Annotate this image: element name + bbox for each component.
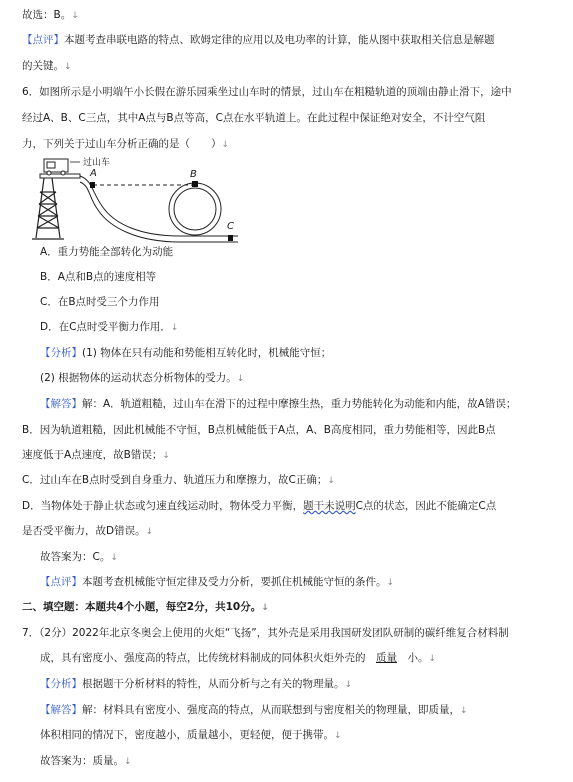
option-c: C．在B点时受三个力作用 bbox=[40, 296, 160, 308]
solution-line: C．过山车在B点时受到自身重力、轨道压力和摩擦力，故C正确；↓ bbox=[22, 474, 335, 486]
answer-line: 故答案为：质量。↓ bbox=[40, 755, 132, 767]
solution-line: 体积相同的情况下，密度越小，质量越小，更轻便，便于携带。↓ bbox=[40, 729, 342, 741]
analysis-line: 【分析】(1) 物体在只有动能和势能相互转化时，机械能守恒； bbox=[40, 347, 332, 359]
question-7-line: 7．（2分）2022年北京冬奥会上使用的火炬“飞扬”，其外壳是采用我国研发团队研制的碳纤维复合材料制 bbox=[22, 627, 509, 639]
solution-line: 【解答】解：材料具有密度小、强度高的特点，从而联想到与密度相关的物理量，即质量，↓ bbox=[40, 704, 468, 716]
point-b-label: B bbox=[190, 169, 197, 180]
option-b: B．A点和B点的速度相等 bbox=[40, 271, 157, 283]
point-b-marker bbox=[192, 181, 198, 187]
question-7-line: 成，具有密度小、强度高的特点，比传统材料制成的同体积火炬外壳的 质量 小。↓ bbox=[40, 652, 437, 664]
car-label: 过山车 bbox=[83, 158, 111, 168]
support-tower bbox=[32, 178, 64, 239]
question-6-line: 经过A、B、C三点，其中A点与B点等高，C点在水平轨道上。在此过程中保证绝对安全，不计空气阻 bbox=[22, 112, 486, 124]
analysis-line: (2) 根据物体的运动状态分析物体的受力。↓ bbox=[40, 372, 245, 384]
track bbox=[80, 176, 238, 242]
solution-line: 【解答】解：A．轨道粗糙，过山车在滑下的过程中摩擦生热，重力势能转化为动能和内能，故A错误； bbox=[40, 398, 517, 410]
question-6-line: 力，下列关于过山车分析正确的是（ ）↓ bbox=[22, 138, 230, 150]
text-line: 故选：B。↓ bbox=[22, 9, 79, 21]
solution-line: B．因为轨道粗糙，因此机械能不守恒，B点机械能低于A点，A、B高度相同，重力势能相等，因此B点 bbox=[22, 424, 496, 436]
answer-line: 故答案为：C。↓ bbox=[40, 551, 118, 563]
comment-line: 【点评】本题考查机械能守恒定律及受力分析，要抓住机械能守恒的条件。↓ bbox=[40, 576, 395, 588]
text-line: 的关键。↓ bbox=[22, 60, 72, 72]
solution-line: D．当物体处于静止状态或匀速直线运动时，物体受力平衡，题干未说明C点的状态，因此不能确定C点 bbox=[22, 500, 497, 512]
analysis-line: 【分析】根据题干分析材料的特性，从而分析与之有关的物理量。↓ bbox=[40, 678, 353, 690]
platform bbox=[40, 174, 80, 178]
option-d: D．在C点时受平衡力作用．↓ bbox=[40, 321, 179, 333]
question-6-line: 6．如图所示是小明端午小长假在游乐园乘坐过山车时的情景，过山车在粗糙轨道的顶端由静止滑下，途中 bbox=[22, 86, 512, 98]
roller-coaster-figure bbox=[30, 152, 260, 246]
point-a-marker bbox=[90, 182, 95, 188]
point-a-label: A bbox=[90, 168, 97, 179]
solution-line: 速度低于A点速度，故B错误；↓ bbox=[22, 449, 170, 461]
answer-blank: 质量 bbox=[376, 652, 397, 664]
comment-line: 【点评】本题考查串联电路的特点、欧姆定律的应用以及电功率的计算，能从图中获取相关信息是解题 bbox=[22, 34, 495, 46]
solution-line: 是否受平衡力，故D错误。↓ bbox=[22, 525, 154, 537]
section-heading: 二、填空题：本题共4个小题，每空2分，共10分。↓ bbox=[22, 601, 269, 613]
point-c-label: C bbox=[227, 221, 234, 232]
coaster-car-icon bbox=[44, 159, 68, 175]
option-a: A．重力势能全部转化为动能 bbox=[40, 246, 174, 258]
point-c-marker bbox=[228, 235, 233, 241]
